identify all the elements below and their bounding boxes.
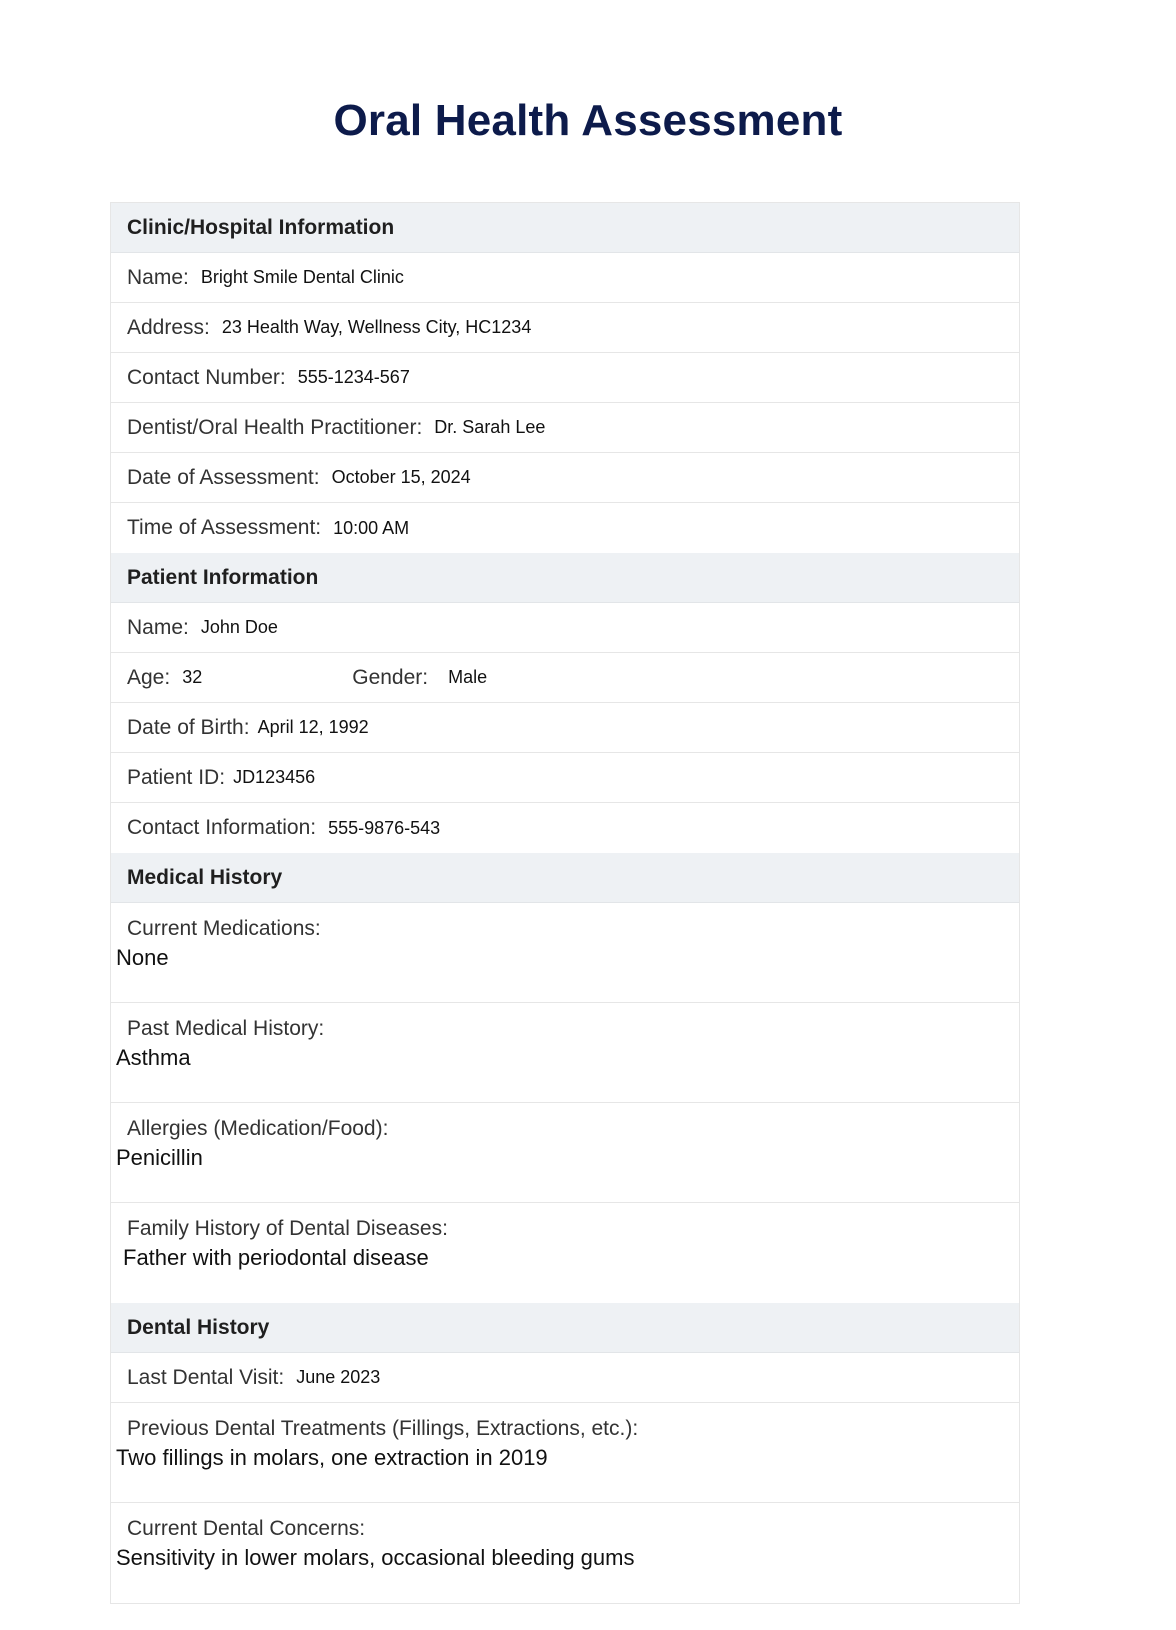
past-history-value[interactable]: Asthma bbox=[116, 1045, 191, 1070]
dentist-value[interactable]: Dr. Sarah Lee bbox=[434, 417, 546, 437]
allergies-label: Allergies (Medication/Food): bbox=[127, 1117, 389, 1140]
clinic-address-row bbox=[111, 303, 1019, 353]
clinic-name-label: Name: bbox=[127, 265, 189, 289]
section-header-clinic: Clinic/Hospital Information bbox=[111, 203, 1019, 253]
allergies-field bbox=[111, 1103, 1019, 1203]
medications-value[interactable]: None bbox=[116, 945, 169, 970]
allergies-value[interactable]: Penicillin bbox=[116, 1145, 203, 1170]
patient-id-value[interactable]: JD123456 bbox=[233, 767, 316, 787]
patient-contact-row bbox=[111, 803, 1019, 853]
past-history-label: Past Medical History: bbox=[127, 1017, 325, 1040]
patient-gender-value[interactable]: Male bbox=[448, 667, 488, 687]
patient-name-label: Name: bbox=[127, 615, 189, 639]
concerns-label: Current Dental Concerns: bbox=[127, 1517, 366, 1540]
patient-gender-label: Gender: bbox=[352, 665, 429, 689]
medications-label: Current Medications: bbox=[127, 917, 321, 940]
section-header-medical: Medical History bbox=[111, 853, 1019, 903]
clinic-address-value[interactable]: 23 Health Way, Wellness City, HC1234 bbox=[221, 317, 532, 337]
last-visit-value[interactable]: June 2023 bbox=[296, 1367, 381, 1387]
section-header-dental: Dental History bbox=[111, 1303, 1019, 1353]
patient-dob-value[interactable]: April 12, 1992 bbox=[257, 717, 369, 737]
family-history-value[interactable]: Father with periodontal disease bbox=[123, 1245, 429, 1270]
patient-id-row bbox=[111, 753, 1019, 803]
clinic-contact-label: Contact Number: bbox=[127, 365, 286, 389]
patient-id-label: Patient ID: bbox=[127, 765, 226, 789]
last-visit-row bbox=[111, 1353, 1019, 1403]
clinic-address-label: Address: bbox=[127, 315, 210, 339]
patient-name-row bbox=[111, 603, 1019, 653]
concerns-field bbox=[111, 1503, 1019, 1603]
patient-age-value[interactable]: 32 bbox=[182, 667, 203, 687]
patient-name-value[interactable]: John Doe bbox=[200, 617, 278, 637]
assessment-date-row bbox=[111, 453, 1019, 503]
assessment-date-value[interactable]: October 15, 2024 bbox=[331, 467, 471, 487]
assessment-time-label: Time of Assessment: bbox=[127, 516, 322, 539]
assessment-form bbox=[110, 202, 1020, 1604]
treatments-value[interactable]: Two fillings in molars, one extraction in 2019 bbox=[116, 1445, 548, 1470]
family-history-label: Family History of Dental Diseases: bbox=[127, 1217, 448, 1240]
treatments-label: Previous Dental Treatments (Fillings, Extractions, etc.): bbox=[127, 1417, 639, 1440]
patient-contact-label: Contact Information: bbox=[127, 816, 317, 839]
medications-field bbox=[111, 903, 1019, 1003]
patient-dob-row bbox=[111, 703, 1019, 753]
patient-contact-value[interactable]: 555-9876-543 bbox=[328, 817, 441, 838]
page-title: Oral Health Assessment bbox=[333, 96, 843, 145]
clinic-name-row bbox=[111, 253, 1019, 303]
clinic-contact-row bbox=[111, 353, 1019, 403]
past-history-field bbox=[111, 1003, 1019, 1103]
patient-age-gender-row bbox=[111, 653, 1019, 703]
clinic-name-value[interactable]: Bright Smile Dental Clinic bbox=[200, 267, 404, 287]
assessment-time-row bbox=[111, 503, 1019, 553]
patient-age-label: Age: bbox=[127, 665, 171, 689]
clinic-contact-value[interactable]: 555-1234-567 bbox=[297, 367, 410, 387]
assessment-date-label: Date of Assessment: bbox=[127, 465, 320, 489]
treatments-field bbox=[111, 1403, 1019, 1503]
dentist-row bbox=[111, 403, 1019, 453]
assessment-time-value[interactable]: 10:00 AM bbox=[333, 517, 410, 538]
last-visit-label: Last Dental Visit: bbox=[127, 1365, 285, 1389]
concerns-value[interactable]: Sensitivity in lower molars, occasional bleeding gums bbox=[116, 1545, 635, 1570]
family-history-field bbox=[111, 1203, 1019, 1303]
dentist-label: Dentist/Oral Health Practitioner: bbox=[127, 415, 423, 439]
patient-dob-label: Date of Birth: bbox=[127, 715, 250, 739]
section-header-patient: Patient Information bbox=[111, 553, 1019, 603]
